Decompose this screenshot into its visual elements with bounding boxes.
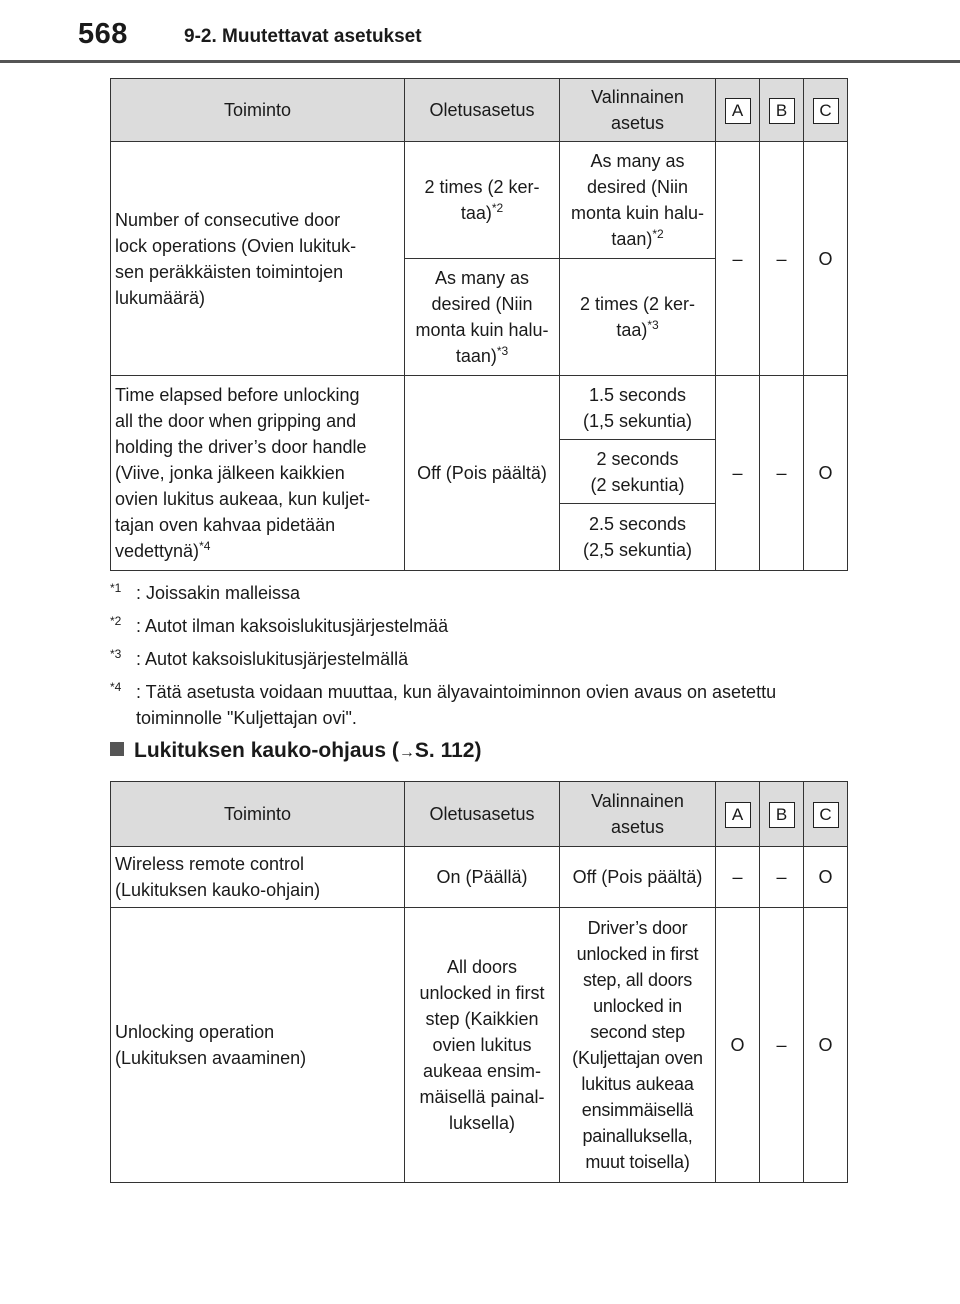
text-line: lock operations (Ovien lukituk- (115, 235, 357, 256)
text-line: second step (590, 1022, 685, 1042)
text-line: mäisellä painal- (419, 1087, 545, 1107)
col-c-box: C (813, 802, 839, 828)
cell-default (405, 259, 560, 376)
footnote (110, 679, 850, 731)
text-line: luksella) (448, 1113, 516, 1133)
table-row (111, 142, 848, 259)
footnote (110, 580, 850, 606)
text-line: lukitus aukeaa (581, 1074, 694, 1094)
cell-b: – (760, 142, 804, 376)
text-line: monta kuin halu- (570, 203, 705, 223)
cell-b: – (760, 908, 804, 1183)
text-line: painalluksella, (582, 1126, 693, 1146)
subheading-remote-lock (110, 739, 481, 763)
table-header-row (111, 782, 848, 847)
text-line: (1,5 sekuntia) (582, 410, 693, 431)
footnote (110, 646, 850, 672)
cell-a: – (716, 847, 760, 908)
cell-b: – (760, 847, 804, 908)
cell-default (405, 908, 560, 1183)
cell-function (111, 142, 405, 376)
col-b (760, 79, 804, 142)
footnote (110, 613, 850, 639)
text-line: desired (Niin (586, 177, 689, 197)
text-line: As many as (590, 151, 685, 171)
col-optional (560, 79, 716, 142)
cell-default: On (Päällä) (405, 847, 560, 908)
text-line: (Kuljettajan oven (572, 1048, 703, 1068)
col-a-box: A (725, 802, 751, 828)
text-line: Time elapsed before unlocking (115, 385, 360, 405)
cell-default (405, 142, 560, 259)
cell-c: O (804, 376, 848, 571)
text-line: unlocked in (593, 996, 682, 1016)
text-line: 2 times (2 ker- (579, 294, 696, 314)
text-line: muut toisella) (585, 1152, 690, 1172)
text-line: 2.5 seconds (588, 514, 687, 534)
col-optional (560, 782, 716, 847)
table-row (111, 908, 848, 1183)
table-row (111, 847, 848, 908)
cell-c: O (804, 847, 848, 908)
col-b-box: B (769, 98, 795, 124)
text-line: sen peräkkäisten toimintojen (115, 261, 344, 282)
settings-table-door-lock (110, 78, 848, 571)
text-line: Wireless remote control (115, 854, 305, 874)
table-header-row (111, 79, 848, 142)
col-b (760, 782, 804, 847)
text-line: holding the driver’s door handle (115, 437, 367, 457)
page-header (0, 0, 960, 62)
footnote-ref: *2 (491, 201, 504, 215)
text-line: taan) (455, 346, 497, 366)
cell-function (111, 908, 405, 1183)
text-line: (Lukituksen avaaminen) (115, 1048, 307, 1068)
text-line: (2,5 sekuntia) (582, 540, 693, 560)
cell-optional (560, 142, 716, 259)
text-line: all the door when gripping and (115, 411, 357, 431)
footnote-ref: *4 (199, 539, 211, 553)
text-line: monta kuin halu- (415, 320, 549, 340)
text-line: All doors (446, 957, 518, 977)
footnote-text: : Joissakin malleissa (136, 583, 301, 603)
col-b-box: B (769, 802, 795, 828)
footnote-ref: *3 (647, 318, 659, 332)
text-line: Unlocking operation (115, 1022, 275, 1042)
text-line: 2 times (2 ker- (424, 177, 540, 197)
subheading-text: Lukituksen kauko-ohjaus ( (134, 739, 399, 762)
text-line: unlocked in first (576, 944, 699, 964)
header-rule (0, 60, 960, 63)
text-line: ovien lukitus aukeaa, kun kuljet- (115, 489, 371, 509)
text-line: unlocked in first (419, 983, 545, 1003)
footnote-text: : Autot kaksoislukitusjärjestelmällä (136, 649, 409, 669)
text-line: tajan oven kahvaa pidetään (115, 515, 336, 535)
footnotes (110, 580, 850, 738)
footnote-ref: *2 (652, 227, 664, 241)
cell-function (111, 376, 405, 571)
cell-a: – (716, 376, 760, 571)
footnote-text: : Tätä asetusta voidaan muuttaa, kun älyavaintoiminnon ovien avaus on asetettu toiminnolle "Kuljettajan ovi". (136, 682, 777, 728)
text-line: (Viive, jonka jälkeen kaikkien (115, 463, 345, 483)
cell-optional (560, 440, 716, 504)
text-line: taa) (616, 320, 648, 340)
text-line: Number of consecutive door (115, 209, 341, 230)
text-line: desired (Niin (431, 294, 533, 314)
col-a (716, 79, 760, 142)
text-line: As many as (434, 268, 530, 288)
text-line: (Lukituksen kauko-ohjain) (115, 880, 321, 900)
text-line: 2 seconds (596, 448, 679, 469)
footnote-mark: *3 (110, 647, 122, 661)
cell-b: – (760, 376, 804, 571)
text-line: ensimmäisellä (581, 1100, 694, 1120)
col-optional-line1: Valinnainen (591, 87, 684, 107)
cell-optional (560, 504, 716, 571)
text-line: lukumäärä) (115, 287, 206, 308)
text-line: Driver’s door (587, 918, 688, 938)
col-c-box: C (813, 98, 839, 124)
settings-table-remote-lock (110, 781, 848, 1183)
cell-optional: Off (Pois päältä) (560, 847, 716, 908)
cell-optional (560, 376, 716, 440)
col-c (804, 782, 848, 847)
col-a (716, 782, 760, 847)
text-line: (2 sekuntia) (590, 474, 685, 495)
text-line: 1.5 seconds (588, 384, 687, 405)
text-line: taan) (611, 229, 653, 249)
footnote-mark: *1 (110, 581, 122, 595)
cell-c: O (804, 142, 848, 376)
text-line: taa) (460, 203, 492, 223)
footnote-text: : Autot ilman kaksoislukitusjärjestelmää (136, 616, 449, 636)
col-optional-line2: asetus (610, 113, 665, 133)
footnote-mark: *2 (110, 614, 122, 628)
page-number: 568 (78, 18, 128, 50)
col-function: Toiminto (111, 79, 405, 142)
cell-a: O (716, 908, 760, 1183)
col-optional-line1: Valinnainen (591, 791, 684, 811)
text-line: ovien lukitus (432, 1035, 532, 1055)
cell-c: O (804, 908, 848, 1183)
cell-optional (560, 908, 716, 1183)
arrow-right-icon: → (398, 744, 415, 761)
text-line: aukeaa ensim- (422, 1061, 542, 1081)
col-a-box: A (725, 98, 751, 124)
page-reference-link[interactable]: S. 112) (414, 739, 482, 762)
table-row (111, 376, 848, 440)
text-line: vedettynä) (115, 541, 200, 561)
footnote-mark: *4 (110, 680, 122, 694)
col-optional-line2: asetus (610, 817, 665, 837)
col-c (804, 79, 848, 142)
cell-a: – (716, 142, 760, 376)
square-bullet-icon (110, 742, 124, 756)
text-line: step, all doors (582, 970, 693, 990)
cell-default: Off (Pois päältä) (405, 376, 560, 571)
cell-function (111, 847, 405, 908)
col-default: Oletusasetus (405, 79, 560, 142)
section-title: 9-2. Muutettavat asetukset (184, 26, 422, 47)
col-function: Toiminto (111, 782, 405, 847)
cell-optional (560, 259, 716, 376)
footnote-ref: *3 (496, 344, 509, 358)
col-default: Oletusasetus (405, 782, 560, 847)
text-line: step (Kaikkien (425, 1009, 539, 1029)
